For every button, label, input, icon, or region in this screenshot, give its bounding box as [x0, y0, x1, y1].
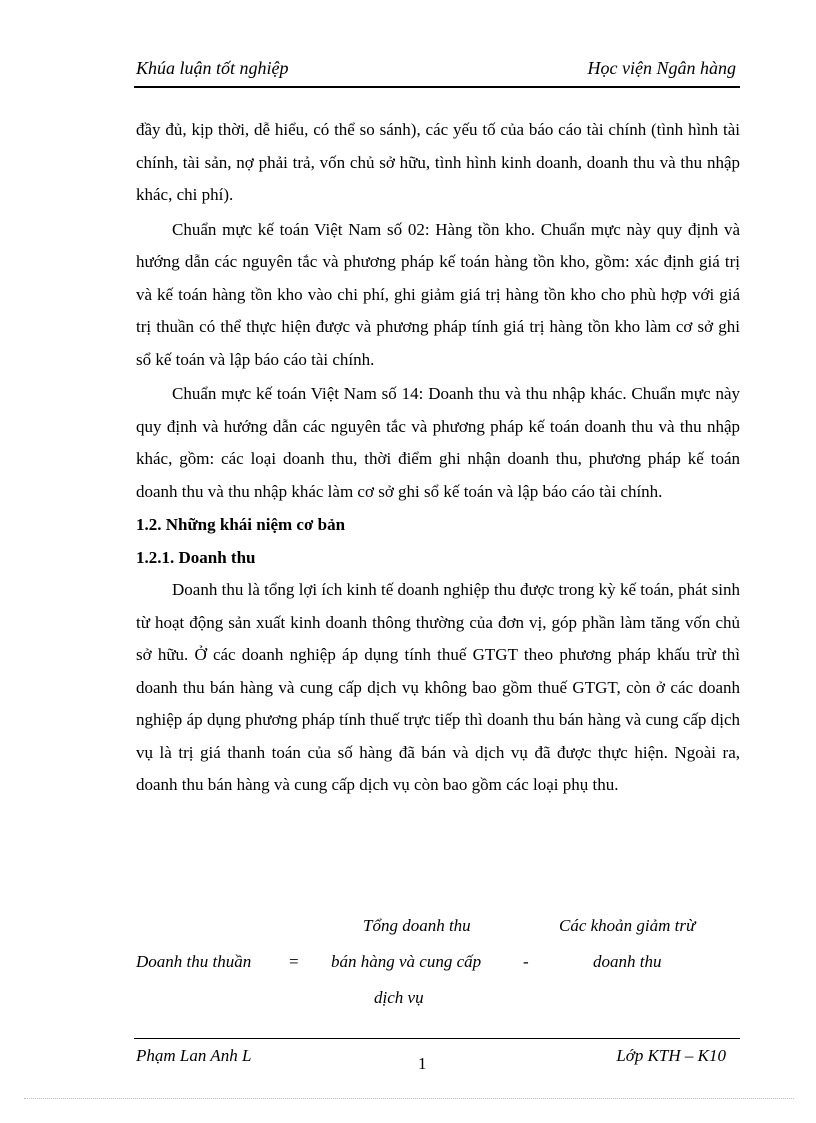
footer-author: Phạm Lan Anh L: [136, 1046, 252, 1065]
header-divider: [134, 86, 740, 88]
formula-equals: =: [289, 952, 299, 971]
footer-divider: [134, 1038, 740, 1039]
section-heading-1-2: 1.2. Những khái niệm cơ bản: [136, 515, 346, 534]
header-thesis-title: Khúa luận tốt nghiệp: [136, 58, 289, 78]
page-bottom-edge: [24, 1098, 794, 1099]
formula-term1-line3: dịch vụ: [374, 988, 424, 1007]
footer-class: Lớp KTH – K10: [616, 1046, 726, 1065]
formula-term2-line2: doanh thu: [593, 952, 662, 971]
page-body: [136, 114, 740, 802]
formula-term1-line1: Tổng doanh thu: [363, 916, 471, 935]
page-header: [136, 56, 740, 84]
net-revenue-formula: [136, 912, 740, 1016]
formula-minus: -: [523, 952, 529, 971]
paragraph-revenue-definition: Doanh thu là tổng lợi ích kinh tế doanh nghiệp thu được trong kỳ kế toán, phát sinh từ hoạt động sản xuất kinh doanh thông thường của đơn vị, góp phần làm tăng vốn chủ sở hữu. Ở các doanh nghiệp áp dụng tính thuế GTGT theo phương pháp khấu trừ thì doanh thu bán hàng và cung cấp dịch vụ không bao gồm thuế GTGT, còn ở các doanh nghiệp áp dụng phương pháp tính thuế trực tiếp thì doanh thu bán hàng và cung cấp dịch vụ là trị giá thanh toán của số hàng đã bán và dịch vụ đã được thực hiện. Ngoài ra, doanh thu bán hàng và cung cấp dịch vụ còn bao gồm các loại phụ thu.: [136, 580, 740, 794]
page-number: 1: [418, 1054, 427, 1073]
paragraph-continued: đầy đủ, kịp thời, dễ hiểu, có thể so sánh), các yếu tố của báo cáo tài chính (tình hình tài chính, tài sản, nợ phải trả, vốn chủ sở hữu, tình hình kinh doanh, doanh thu và thu nhập khác, chi phí).: [136, 120, 740, 204]
paragraph-standard-02: Chuẩn mực kế toán Việt Nam số 02: Hàng tồn kho. Chuẩn mực này quy định và hướng dẫn các nguyên tắc và phương pháp kế toán hàng tồn kho, gồm: xác định giá trị và kế toán hàng tồn kho vào chi phí, ghi giảm giá trị hàng tồn kho cho phù hợp với giá trị thuần có thể thực hiện được và phương pháp tính giá trị hàng tồn kho làm cơ sở ghi sổ kế toán và lập báo cáo tài chính.: [136, 219, 740, 369]
header-institution: Học viện Ngân hàng: [587, 58, 736, 78]
section-heading-1-2-1: 1.2.1. Doanh thu: [136, 548, 256, 567]
paragraph-standard-14: Chuẩn mực kế toán Việt Nam số 14: Doanh thu và thu nhập khác. Chuẩn mực này quy định và hướng dẫn các nguyên tắc và phương pháp kế toán doanh thu và thu nhập khác, gồm: các loại doanh thu, thời điểm ghi nhận doanh thu, phương pháp kế toán doanh thu và thu nhập khác làm cơ sở ghi sổ kế toán và lập báo cáo tài chính.: [136, 384, 740, 501]
formula-term2-line1: Các khoản giảm trừ: [559, 916, 696, 935]
formula-lhs: Doanh thu thuần: [136, 952, 252, 971]
formula-term1-line2: bán hàng và cung cấp: [331, 952, 482, 971]
